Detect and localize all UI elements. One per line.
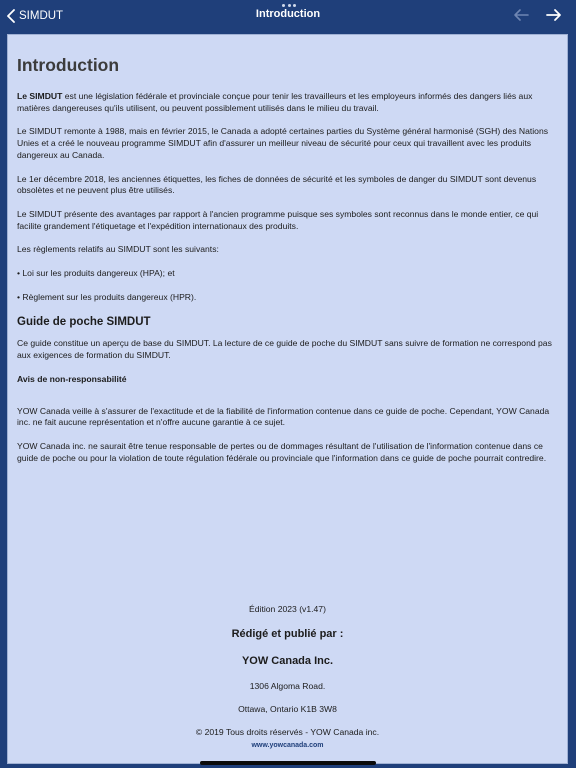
disclaimer-paragraph-2: YOW Canada inc. ne saurait être tenue responsable de pertes ou de dommages résultant de l'utilisation de l'information contenue dans ce guide de poche ou pour la violation de toute régulation fédérale ou provinciale que l'information dans ce guide de poche pourrait contredire. <box>17 440 547 463</box>
intro-text: est une législation fédérale et provinciale conçue pour tenir les travailleurs et les employeurs informés des dangers liés aux matières dangereuses qu'ils utilisent, ou peuvent possiblement utilisés dans le milieu du travail. <box>17 91 533 113</box>
paragraph-advantages: Le SIMDUT présente des avantages par rapport à l'ancien programme puisque ses symboles sont reconnus dans le monde entier, ce qui facilite grandement l'étiquetage et l'expédition internationaux des produits. <box>17 208 539 231</box>
disclaimer-paragraph-1: YOW Canada veille à s'assurer de l'exactitude et de la fiabilité de l'information contenue dans ce guide de poche. Cependant, YOW Canada inc. ne fait aucune représentation et n'offre aucune garantie à ce sujet. <box>17 405 550 428</box>
article <box>17 53 557 476</box>
arrow-right-icon[interactable] <box>546 7 562 23</box>
company-name: YOW Canada Inc. <box>241 655 334 667</box>
address-line-1: 1306 Algoma Road. <box>249 681 326 691</box>
copyright-text: © 2019 Tous droits réservés - YOW Canada inc. <box>195 727 380 737</box>
edition-text: Édition 2023 (v1.47) <box>249 604 326 614</box>
article-heading: Introduction <box>17 55 120 75</box>
list-item-hpa: • Loi sur les produits dangereux (HPA); et <box>17 268 175 279</box>
paragraph-obsolete: Le 1er décembre 2018, les anciennes étiquettes, les fiches de données de sécurité et les symboles de danger du SIMDUT sont devenus obsolètes et ne peuvent plus être utilisés. <box>17 173 537 196</box>
back-button-label: SIMDUT <box>19 10 64 22</box>
disclaimer-title: Avis de non-responsabilité <box>17 373 127 384</box>
paragraph-regulations: Les règlements relatifs au SIMDUT sont les suivants: <box>17 244 219 255</box>
navigation-bar <box>0 0 576 33</box>
address-line-2: Ottawa, Ontario K1B 3W8 <box>238 704 337 714</box>
list-item-hpr: • Règlement sur les produits dangereux (HPR). <box>17 291 197 302</box>
intro-paragraph <box>17 91 557 114</box>
intro-bold: Le SIMDUT <box>17 91 63 101</box>
paragraph-history: Le SIMDUT remonte à 1988, mais en février 2015, le Canada a adopté certaines parties du Système général harmonisé (SGH) des Nations Unies et a créé le nouveau programme SIMDUT afin d'assurer un meilleur niveau de sécurité pour ceux qui travaillent avec les produits dangereux au Canada. <box>17 126 549 160</box>
arrow-left-icon[interactable] <box>513 7 529 23</box>
guide-heading: Guide de poche SIMDUT <box>17 316 151 329</box>
home-indicator[interactable] <box>200 761 376 765</box>
page-title: Introduction <box>255 8 321 20</box>
website-link[interactable]: www.yowcanada.com <box>251 742 324 749</box>
content-panel[interactable] <box>7 34 568 764</box>
published-by-label: Rédigé et publié par : <box>231 628 344 640</box>
guide-paragraph: Ce guide constitue un aperçu de base du SIMDUT. La lecture de ce guide de poche du SIMDUT sans suivre de formation ne correspond pas aux exigences de formation du SIMDUT. <box>17 338 552 361</box>
